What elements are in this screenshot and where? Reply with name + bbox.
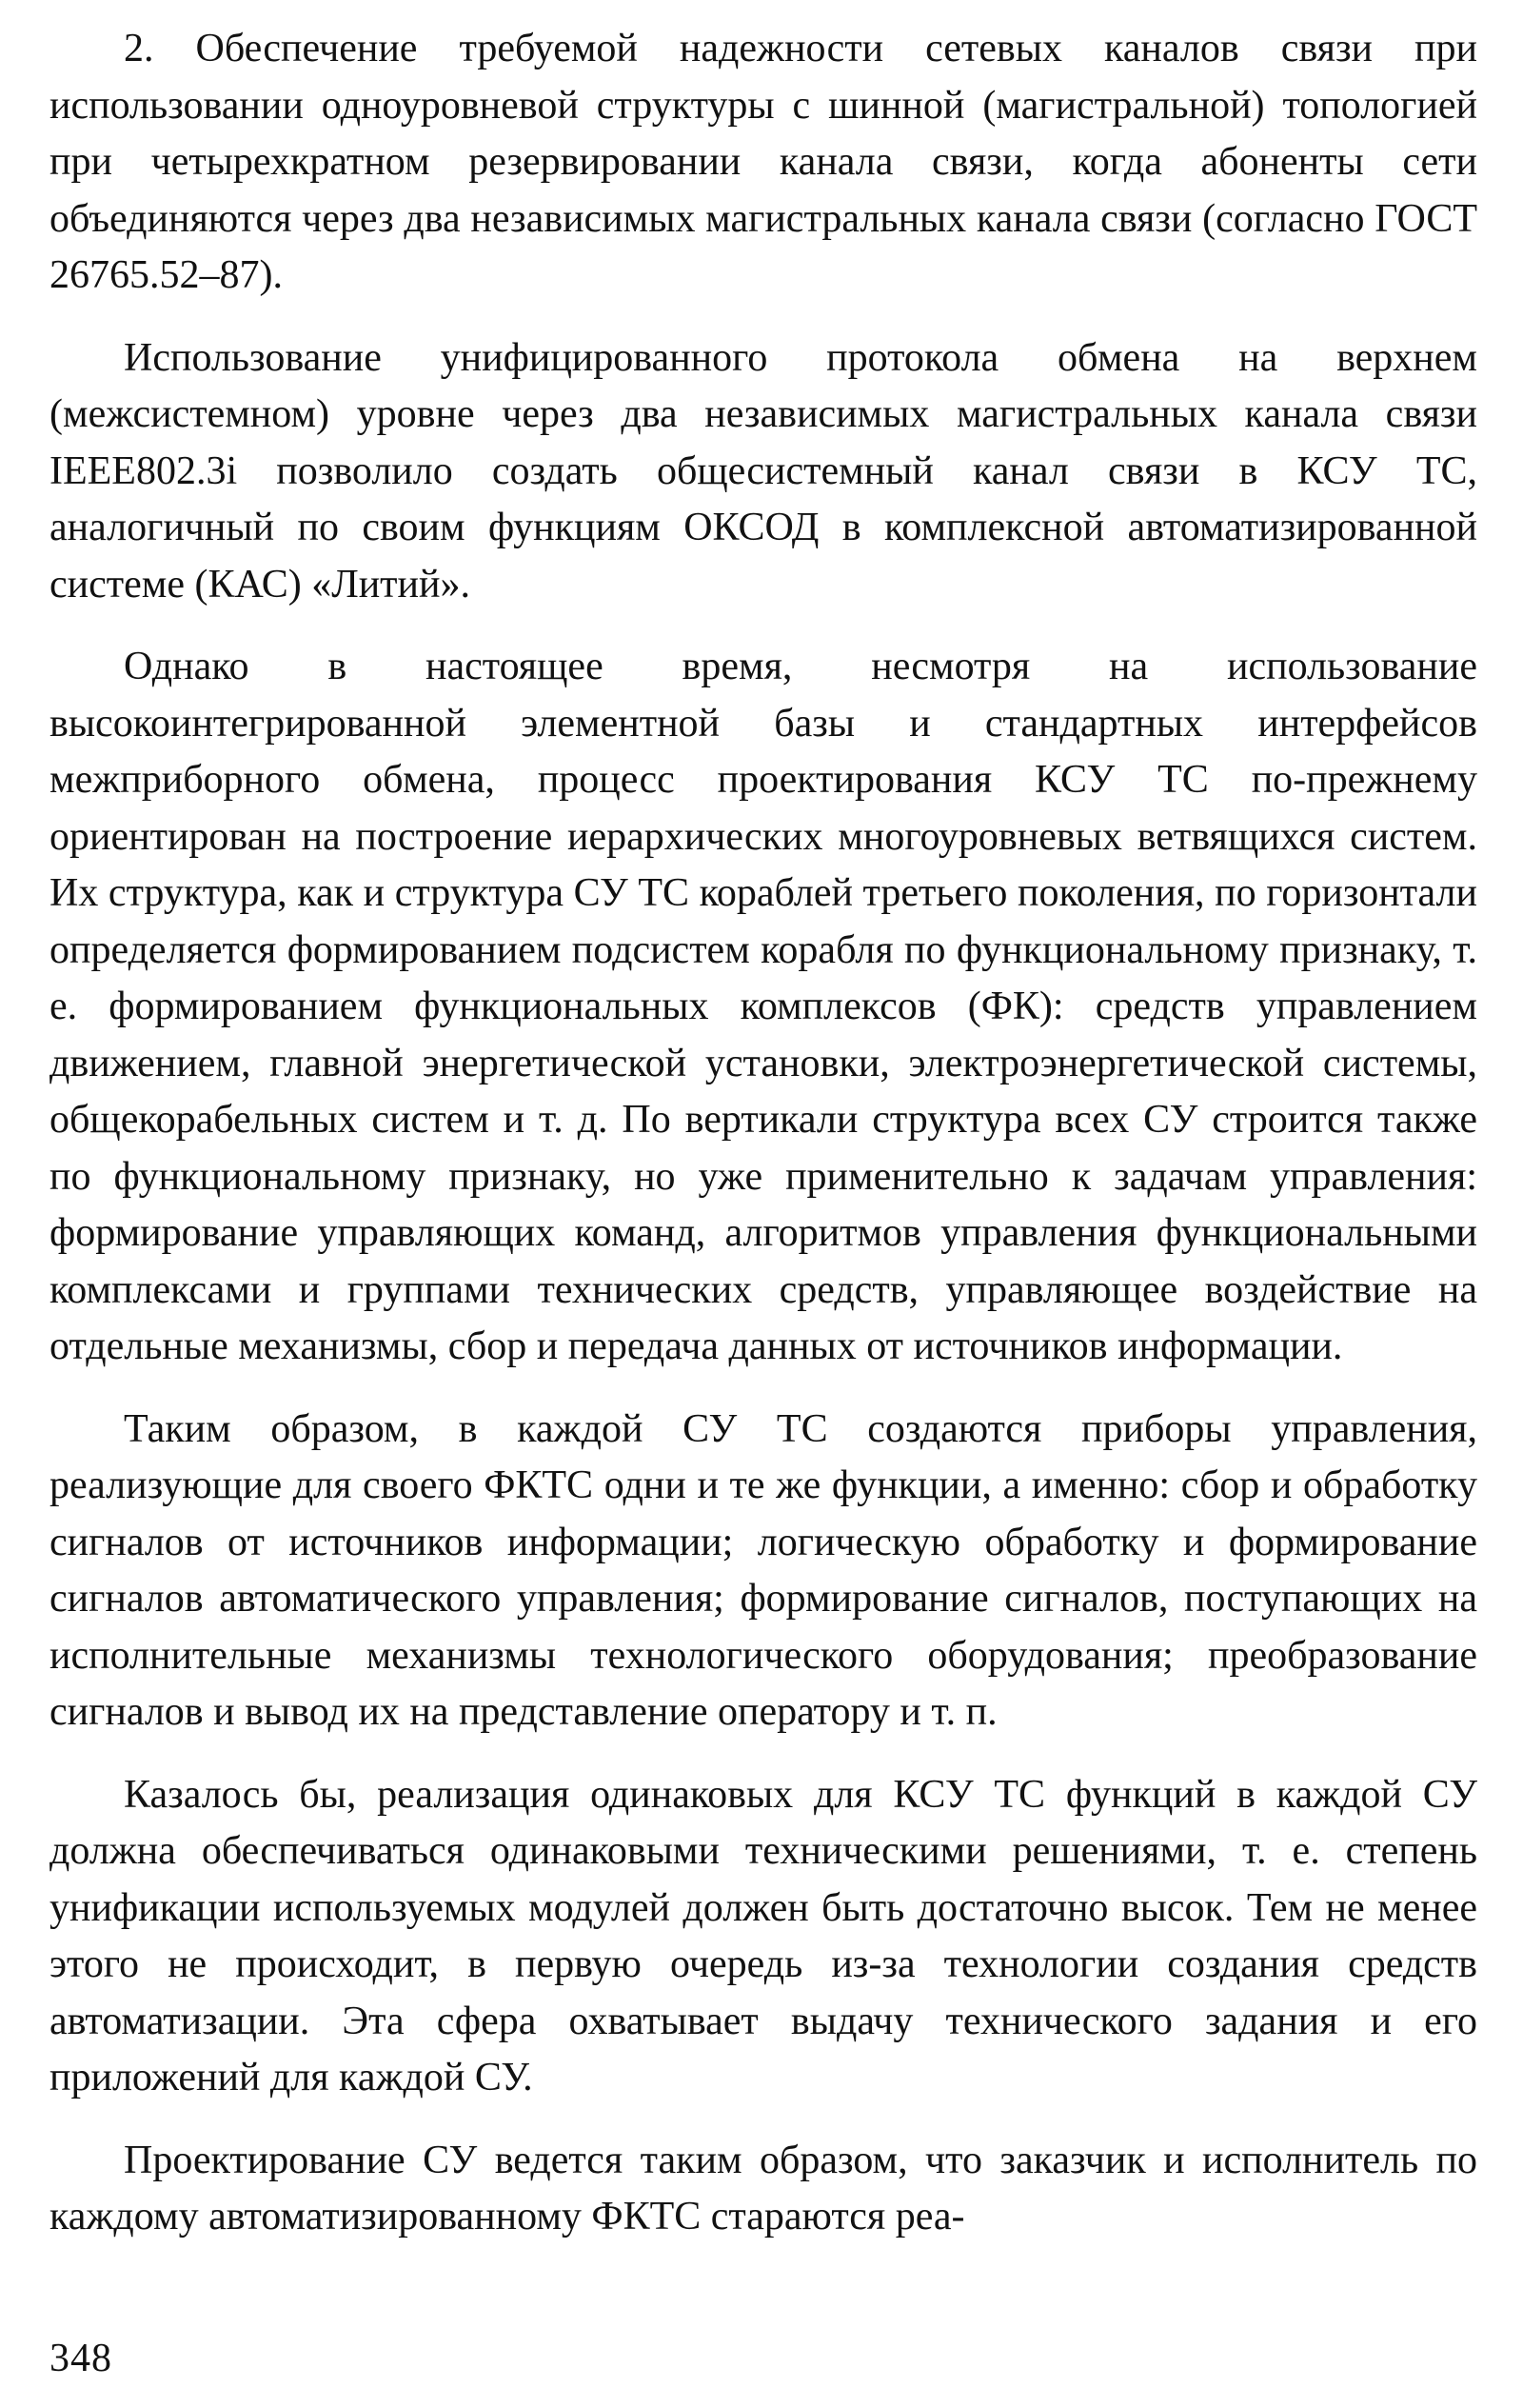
page-number: 348	[49, 2337, 112, 2380]
paragraph-5-text: Казалось бы, реализация одинаковых для КСУ ТС функций в каждой СУ должна обеспечиваться одинаковыми техническими решениями, т. е. степень унификации используемых модулей должен быть достаточно высок. Тем не менее этого не происходит, в первую очередь из-за технологии создания средств автоматизации. Эта сфера охватывает выдачу технического задания и его приложений для каждой СУ.	[49, 1772, 1477, 2100]
paragraph-6-text: Проектирование СУ ведется таким образом, что заказчик и исполнитель по каждому автоматизированному ФКТС стараются реа-	[49, 2138, 1477, 2239]
document-page	[49, 21, 1477, 2382]
paragraph-3	[49, 639, 1477, 1376]
paragraph-3-text: Однако в настоящее время, несмотря на использование высокоинтегрированной элементной базы и стандартных интерфейсов межприборного обмена, процесс проектирования КСУ ТС по-прежнему ориентирован на построение иерархических многоуровневых ветвящихся систем. Их структура, как и структура СУ ТС кораблей третьего поколения, по горизонтали определяется формированием подсистем корабля по функциональному признаку, т. е. формированием функциональных комплексов (ФК): средств управлением движением, главной энергетической установки, электроэнергетической системы, общекорабельных систем и т. д. По вертикали структура всех СУ строится также по функциональному признаку, но уже применительно к задачам управления: формирование управляющих команд, алгоритмов управления функциональными комплексами и группами технических средств, управляющее воздействие на отдельные механизмы, сбор и передача данных от источников информации.	[49, 645, 1477, 1368]
paragraph-5	[49, 1767, 1477, 2107]
paragraph-1	[49, 21, 1477, 305]
paragraph-2	[49, 330, 1477, 614]
paragraph-6	[49, 2133, 1477, 2246]
paragraph-4	[49, 1402, 1477, 1741]
paragraph-4-text: Таким образом, в каждой СУ ТС создаются приборы управления, реализующие для своего ФКТС одни и те же функции, а именно: сбор и обработку сигналов от источников информации; логическую обработку и формирование сигналов автоматического управления; формирование сигналов, поступающих на исполнительные механизмы технологического оборудования; преобразование сигналов и вывод их на представление оператору и т. п.	[49, 1406, 1477, 1734]
paragraph-2-text: Использование унифицированного протокола обмена на верхнем (межсистемном) уровне через два независимых магистральных канала связи IEEE802.3i позволило создать общесистемный канал связи в КСУ ТС, аналогичный по своим функциям ОКСОД в комплексной автоматизированной системе (КАС) «Литий».	[49, 335, 1477, 607]
paragraph-1-text: 2. Обеспечение требуемой надежности сетевых каналов связи при использовании одноуровневой структуры с шинной (магистральной) топологией при четырехкратном резервировании канала связи, когда абоненты сети объединяются через два независимых магистральных канала связи (согласно ГОСТ 26765.52–87).	[49, 27, 1477, 297]
